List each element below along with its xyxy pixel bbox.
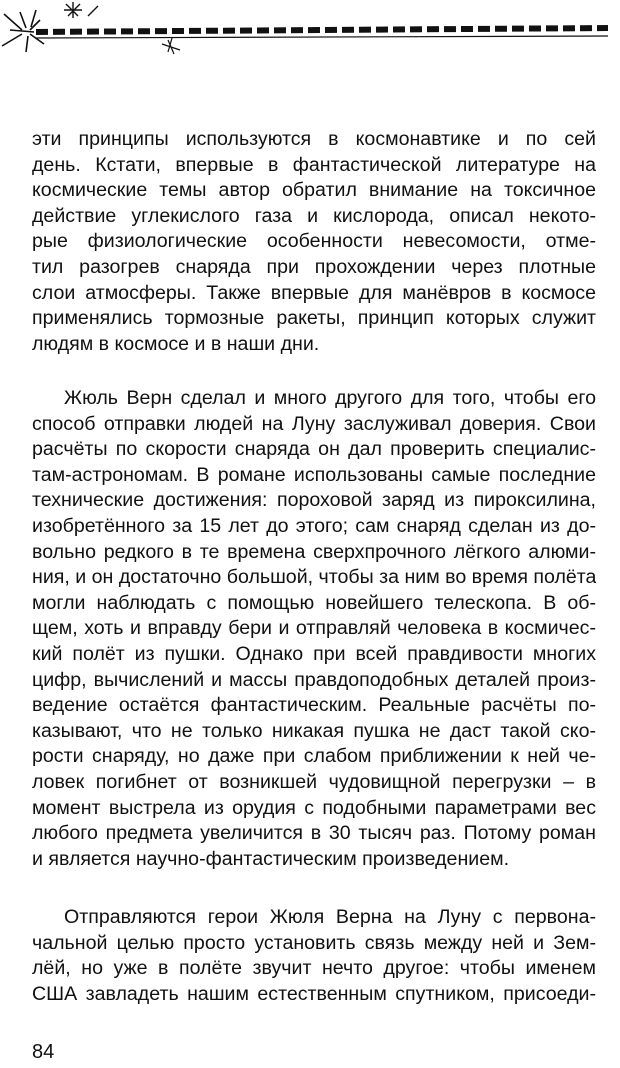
- paragraph-1: [32, 127, 596, 357]
- text-line: могли наблюдать с помощью новейшего телескопа. В об-: [32, 591, 596, 614]
- text-line: ния, и он достаточно большой, чтобы за ним во время полёта: [32, 566, 596, 589]
- text-line: США завладеть нашим естественным спутником, присоеди-: [32, 982, 596, 1005]
- text-line: изобретённого за 15 лет до этого; сам снаряд сделан из до-: [32, 514, 596, 537]
- page-number: 84: [32, 1041, 55, 1063]
- text-line: любого предмета увеличится в 30 тысяч раз. Потому роман: [32, 822, 596, 845]
- text-line: слои атмосферы. Также впервые для манёвров в космосе: [32, 281, 596, 304]
- text-line: технические достижения: пороховой заряд из пироксилина,: [32, 489, 596, 512]
- text-line: вольно редкого в те времена сверхпрочного лёгкого алюми-: [32, 540, 596, 563]
- text-line: Отправляются герои Жюля Верна на Луну с первона-: [64, 906, 596, 928]
- text-line: кий полёт из пушки. Однако при всей правдивости многих: [32, 642, 596, 665]
- text-line: чальной целью просто установить связь между ней и Зем-: [32, 931, 596, 954]
- paragraph-2: [32, 386, 596, 872]
- tiny-star-icon: [162, 38, 180, 54]
- text-line: момент выстрела из орудия с подобными параметрами вес: [32, 796, 596, 819]
- text-line: применялись тормозные ракеты, принцип которых служит: [32, 307, 596, 330]
- text-line: эти принципы используются в космонавтике и по сей: [32, 128, 596, 150]
- small-star-icon: [64, 2, 98, 18]
- text-line: там-астрономам. В романе использованы самые последние: [32, 463, 596, 486]
- text-line: Жюль Верн сделал и много другого для того, чтобы его: [64, 387, 596, 409]
- text-line: ведение остаётся фантастическим. Реальные расчёты по-: [32, 694, 596, 717]
- text-line: щем, хоть и вправду бери и отправляй человека в космичес-: [32, 617, 596, 640]
- text-line: и является научно-фантастическим произведением.: [32, 847, 510, 870]
- text-line: лёй, но уже в полёте звучит нечто другое: чтобы именем: [32, 957, 596, 980]
- header-decoration: [0, 0, 620, 60]
- text-line: космические темы автор обратил внимание на токсичное: [32, 179, 596, 202]
- paragraph-3: [32, 905, 596, 1007]
- text-line: рые физиологические особенности невесомости, отме-: [32, 230, 596, 253]
- text-line: рости снаряду, но даже при слабом приближении к ней че-: [32, 745, 596, 768]
- text-line: казывают, что не только никакая пушка не даст такой ско-: [32, 719, 596, 742]
- text-line: ловек погибнет от возникшей чудовищной перегрузки – в: [32, 770, 596, 793]
- text-line: действие углекислого газа и кислорода, описал некото-: [32, 204, 596, 227]
- text-line: людям в космосе и в наши дни.: [32, 332, 320, 355]
- dashed-rule: [36, 28, 608, 38]
- text-line: способ отправки людей на Луну заслуживал доверия. Свои: [32, 412, 596, 435]
- text-line: день. Кстати, впервые в фантастической литературе на: [32, 153, 596, 176]
- text-line: тил разогрев снаряда при прохождении через плотные: [32, 255, 596, 278]
- text-line: цифр, вычислений и массы правдоподобных деталей произ-: [32, 668, 596, 691]
- text-line: расчёты по скорости снаряда он дал проверить специалис-: [32, 438, 596, 461]
